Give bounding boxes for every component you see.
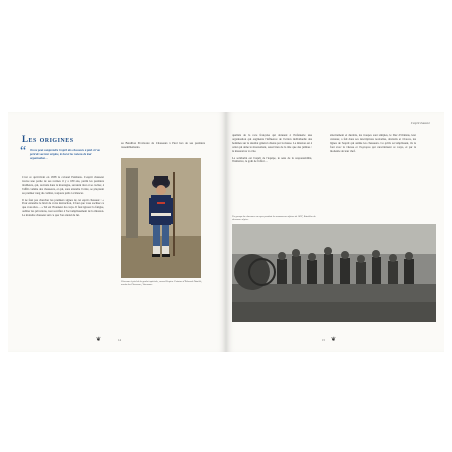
figure-caption: Chasseur à pied de la garde impériale, second Empire. Peinture d'Édouard Detaille, musée des Chasseurs, Vincennes.	[121, 280, 202, 287]
right-page	[226, 112, 444, 352]
page-ornament-icon: ❦	[96, 337, 104, 343]
quote-mark-icon: “	[20, 144, 27, 159]
page-number: 14	[118, 338, 121, 342]
pull-quote: On ne peut comprendre l'esprit des chasseurs à pied si l'on perd de vue leur origine, le but et les raisons de leur organisation…	[30, 148, 101, 160]
paragraph: C'est ce qu'écrivait en 1838 le colonel Paixhans. L'esprit chasseur trouve une partie de ses racines il y a 180 ans, parmi les premiers tirailleurs, qui, recrutés dans la montagne, savaient tirer et se cacher, à l'affût comme des chasseurs, et qui, sans attendre l'ordre, se plaçaient au premier rang du combat, toujours prêts à s'élancer.	[22, 175, 104, 195]
troops-photograph-illustration	[232, 224, 436, 322]
troops-photograph	[232, 224, 436, 322]
left-text-column-1	[22, 176, 104, 221]
running-head: L'esprit chasseur	[410, 122, 430, 125]
paragraph: Il ne faut pas chercher les premiers signes de cet esprit chasseur : « Pour entendre le bruit de votre instruction, il faut que vous sachiez ce que vous êtes… » Tel est l'honneur du corps. Il faut ignorer la fatigue, oublier les privations, tout sacrifier à l'accomplissement de la mission. Le moindre chasseur sait ce que l'on attend de lui.	[22, 197, 104, 218]
chapter-title: Les origines	[22, 134, 74, 144]
paragraph: au Bataillon Provisoire de Chasseurs à Pied lors de ses premiers rassemblements.	[121, 141, 205, 149]
photo-caption: Un groupe de chasseurs au repos pendant les manœuvres alpines de 1897, Bataillon de chasseurs alpins.	[232, 215, 316, 222]
page-ornament-icon: ❦	[331, 337, 339, 343]
page-number: 15	[322, 338, 325, 342]
open-book-spread	[8, 112, 444, 352]
soldier-painting-illustration	[121, 158, 201, 278]
paragraph: La solidarité est l'esprit de l'équipe, le sens de la responsabilité, l'initiative, le goût de l'effort…	[232, 155, 312, 164]
soldier-painting	[121, 158, 201, 278]
paragraph: sincèrement et durable, les troupes sont simples, le Duc d'Orléans, leur créateur, a fait dans ses descriptions nouvelles, abstraits et vivaces, les lignes de l'esprit qui anime les chasseurs. Ce qu'ils accomplissent, ils le font avec la vitesse et l'à-propos qui caractérisent ce corps, et par la modestie de leur chef.	[330, 133, 416, 153]
paragraph: qualités de la race française qui donnent à l'infanterie une organisation qui augmente l'influence de l'action individuelle des hommes sur le résultat général obtenu par la masse. La mission est à celui qui aime le mouvement, aussi bien de la tête que des jambes : la manœuvre va vite.	[232, 133, 312, 153]
left-page	[8, 112, 226, 352]
left-text-column-2	[121, 142, 205, 153]
right-text-column-2	[330, 134, 416, 157]
right-text-column-1	[232, 134, 312, 167]
